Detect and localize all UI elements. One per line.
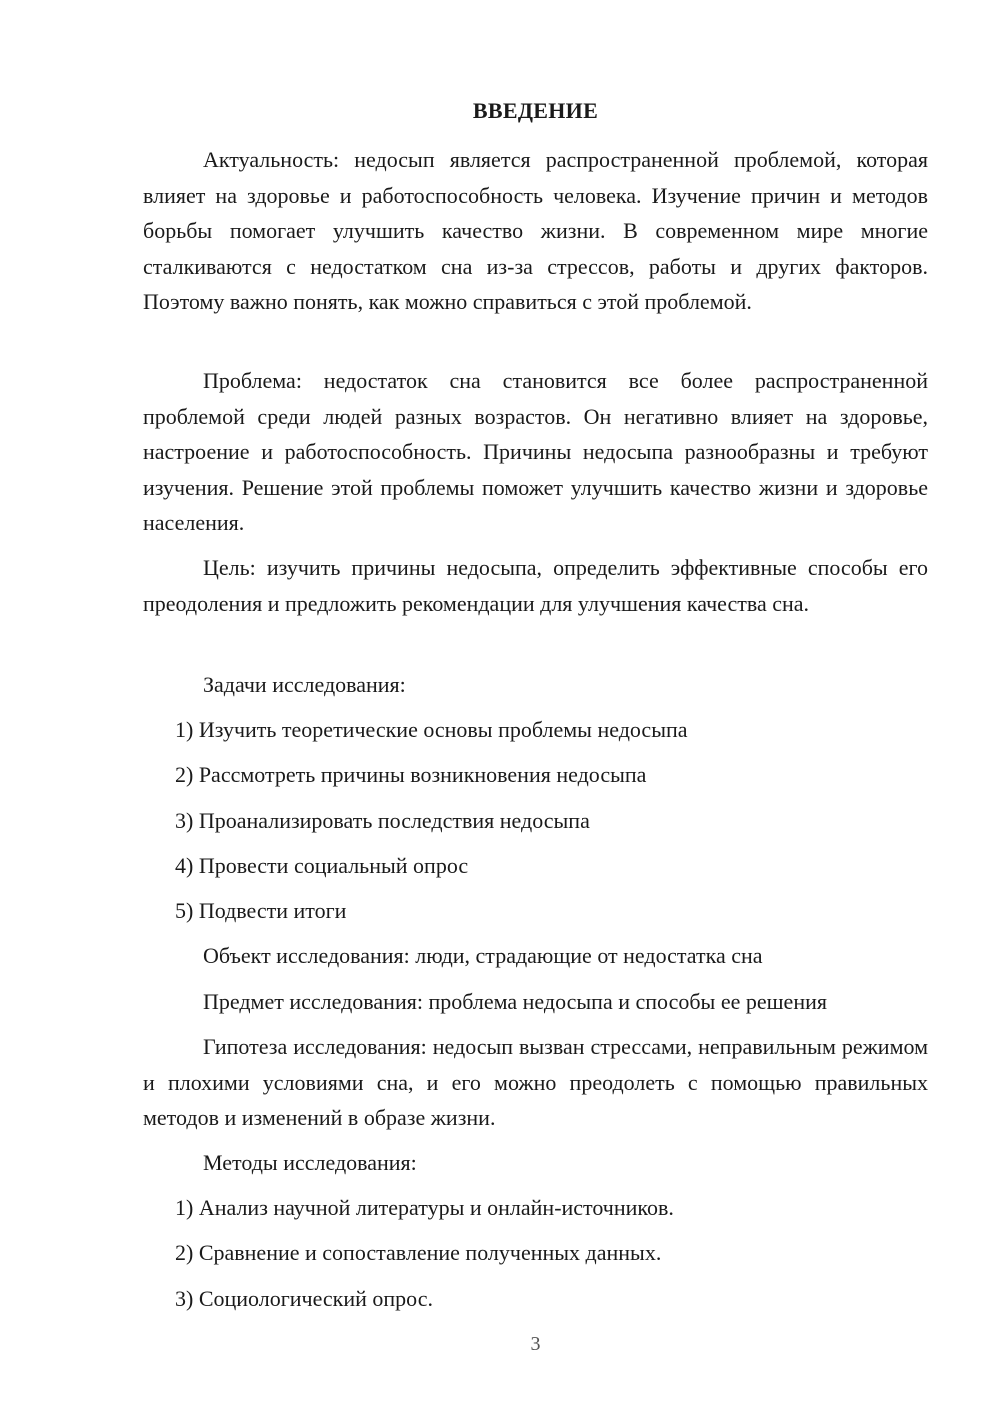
research-object: Объект исследования: люди, страдающие от недостатка сна — [203, 943, 763, 968]
task-item: 2) Рассмотреть причины возникновения недосыпа — [175, 762, 647, 787]
task-item: 5) Подвести итоги — [175, 898, 347, 923]
task-item: 1) Изучить теоретические основы проблемы недосыпа — [175, 717, 688, 742]
task-item: 4) Провести социальный опрос — [175, 853, 469, 878]
tasks-heading: Задачи исследования: — [203, 672, 406, 697]
method-item: 2) Сравнение и сопоставление полученных данных. — [175, 1240, 662, 1265]
goal-paragraph: Цель: изучить причины недосыпа, определить эффективные способы его преодоления и предложить рекомендации для улучшения качества сна. — [143, 555, 928, 616]
page-number: 3 — [530, 1333, 541, 1355]
research-subject: Предмет исследования: проблема недосыпа и способы ее решения — [203, 989, 827, 1014]
task-item: 3) Проанализировать последствия недосыпа — [175, 808, 590, 833]
method-item: 1) Анализ научной литературы и онлайн-источников. — [175, 1195, 674, 1220]
method-item: 3) Социологический опрос. — [175, 1286, 433, 1311]
page-title: ВВЕДЕНИЕ — [472, 98, 599, 123]
methods-heading: Методы исследования: — [203, 1150, 417, 1175]
relevance-paragraph: Актуальность: недосып является распространенной проблемой, которая влияет на здоровье и работоспособность человека. Изучение причин и методов борьбы помогает улучшить качество жизни. В современном мире многие сталкиваются с недостатком сна из-за стрессов, работы и других факторов. Поэтому важно понять, как можно справиться с этой проблемой. — [143, 147, 928, 314]
problem-paragraph: Проблема: недостаток сна становится все более распространенной проблемой среди людей разных возрастов. Он негативно влияет на здоровье, настроение и работоспособность. Причины недосыпа разнообразны и требуют изучения. Решение этой проблемы поможет улучшить качество жизни и здоровье населения. — [143, 368, 928, 535]
hypothesis-paragraph: Гипотеза исследования: недосып вызван стрессами, неправильным режимом и плохими условиями сна, и его можно преодолеть с помощью правильных методов и изменений в образе жизни. — [143, 1034, 928, 1130]
